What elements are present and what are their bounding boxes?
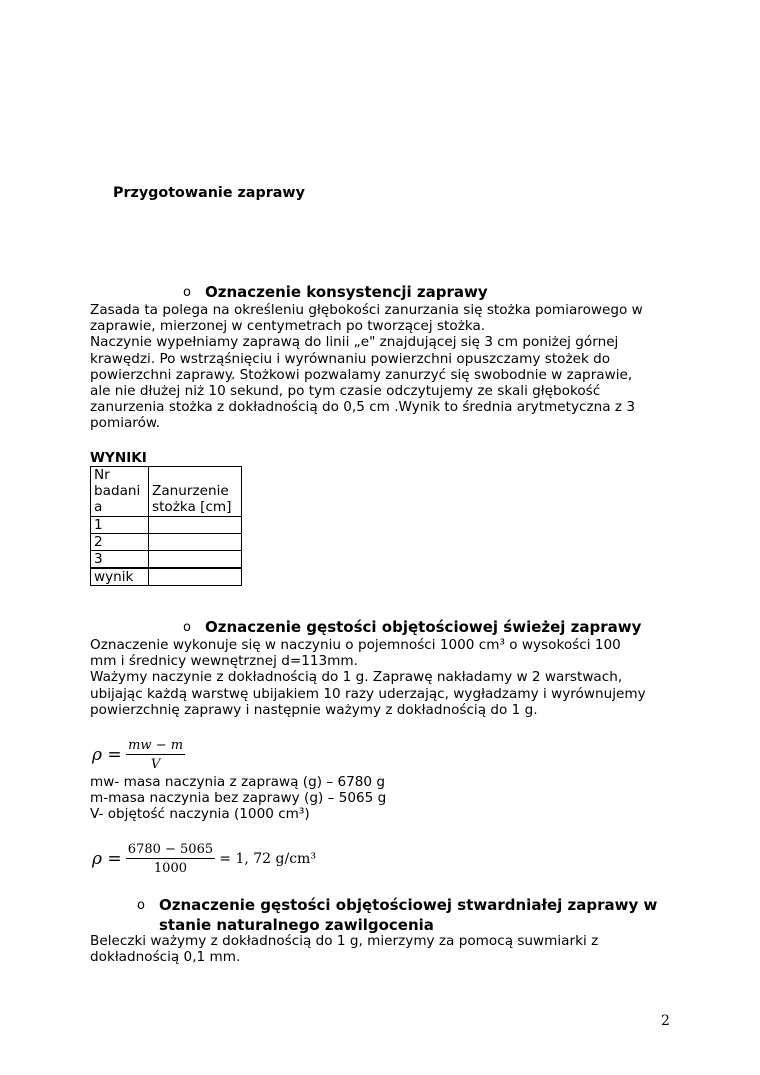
row-label-cell: 1 <box>91 516 149 533</box>
body-line: zaprawie, mierzonej w centymetrach po tworzącej stożka. <box>90 318 486 335</box>
table-row <box>91 516 242 533</box>
formula-lhs: ρ = <box>92 849 122 869</box>
body-line: powierzchni zaprawy. Stożkowi pozwalamy zanurzyć się swobodnie w zaprawie, <box>90 366 633 383</box>
body-line: pomiarów. <box>90 415 161 432</box>
header-text: badani <box>94 483 141 500</box>
definition-line: V- objętość naczynia (1000 cm³) <box>90 806 310 823</box>
empty-value-cell <box>149 568 242 586</box>
section-2-body <box>90 637 690 718</box>
table-header-row <box>91 467 242 517</box>
section-2-title: Oznaczenie gęstości objętościowej świeżej zaprawy <box>205 618 642 636</box>
row-label-cell: 2 <box>91 533 149 550</box>
formula-numerator: mw − m <box>128 738 184 753</box>
row-label-cell: wynik <box>91 568 149 586</box>
body-line: Naczynie wypełniamy zaprawą do linii „e" znajdującej się 3 cm poniżej górnej <box>90 334 619 351</box>
formula-definitions <box>90 774 690 823</box>
formula-denominator: 1000 <box>153 861 187 876</box>
formula-numerator: 6780 − 5065 <box>127 842 214 857</box>
empty-value-cell <box>149 516 242 533</box>
section-3-title-continued: stanie naturalnego zawilgocenia <box>159 916 434 934</box>
bullet-marker: o <box>183 620 191 635</box>
section-1-title: Oznaczenie konsystencji zaprawy <box>205 283 488 301</box>
header-text: Nr <box>94 467 110 483</box>
density-calculation <box>92 842 316 876</box>
section-1-body <box>90 302 690 432</box>
header-text: a <box>94 499 103 516</box>
results-label: WYNIKI <box>90 450 147 466</box>
formula-fraction <box>126 738 185 772</box>
formula-result: = 1, 72 g/cm³ <box>219 851 316 867</box>
bullet-marker: o <box>183 285 191 300</box>
body-line: zanurzenia stożka z dokładnością do 0,5 cm .Wynik to średnia arytmetyczna z 3 <box>90 399 636 416</box>
formula-denominator: V <box>150 757 161 772</box>
empty-value-cell <box>149 533 242 550</box>
body-line: Ważymy naczynie z dokładnością do 1 g. Zaprawę nakładamy w 2 warstwach, <box>90 669 623 686</box>
header-zanurzenie-cell <box>149 467 242 517</box>
header-nr-cell <box>91 467 149 517</box>
header-text: Zanurzenie <box>152 483 229 500</box>
definition-line: m-masa naczynia bez zaprawy (g) – 5065 g <box>90 790 387 807</box>
row-label-cell: 3 <box>91 551 149 569</box>
formula-fraction <box>126 842 215 876</box>
results-table <box>90 466 242 586</box>
header-text: stożka [cm] <box>152 499 232 516</box>
density-formula <box>92 738 185 772</box>
body-line: powierzchnię zaprawy i następnie ważymy z dokładnością do 1 g. <box>90 701 538 718</box>
definition-line: mw- masa naczynia z zaprawą (g) – 6780 g <box>90 774 385 790</box>
body-line: Oznaczenie wykonuje się w naczyniu o pojemności 1000 cm³ o wysokości 100 <box>90 637 621 653</box>
bullet-marker: o <box>137 898 145 913</box>
table-row <box>91 551 242 569</box>
body-line: Zasada ta polega na określeniu głębokości zanurzania się stożka pomiarowego w <box>90 302 643 318</box>
body-line: mm i średnicy wewnętrznej d=113mm. <box>90 653 358 670</box>
page-heading: Przygotowanie zaprawy <box>113 185 305 201</box>
page-number: 2 <box>661 1013 670 1029</box>
body-line: krawędzi. Po wstrząśnięciu i wyrównaniu powierzchni opuszczamy stożek do <box>90 350 611 367</box>
section-3-body <box>90 933 690 965</box>
formula-lhs: ρ = <box>92 745 122 765</box>
empty-value-cell <box>149 551 242 569</box>
body-line: ale nie dłużej niż 10 sekund, po tym czasie odczytujemy ze skali głębokość <box>90 383 601 400</box>
body-line: dokładnością 0,1 mm. <box>90 949 241 966</box>
body-line: Beleczki ważymy z dokładnością do 1 g, mierzymy za pomocą suwmiarki z <box>90 933 599 949</box>
body-line: ubijając każdą warstwę ubijakiem 10 razy uderzając, wygładzamy i wyrównujemy <box>90 685 646 702</box>
table-row <box>91 568 242 586</box>
section-3-title: Oznaczenie gęstości objętościowej stwardniałej zaprawy w <box>159 896 658 914</box>
table-row <box>91 533 242 550</box>
